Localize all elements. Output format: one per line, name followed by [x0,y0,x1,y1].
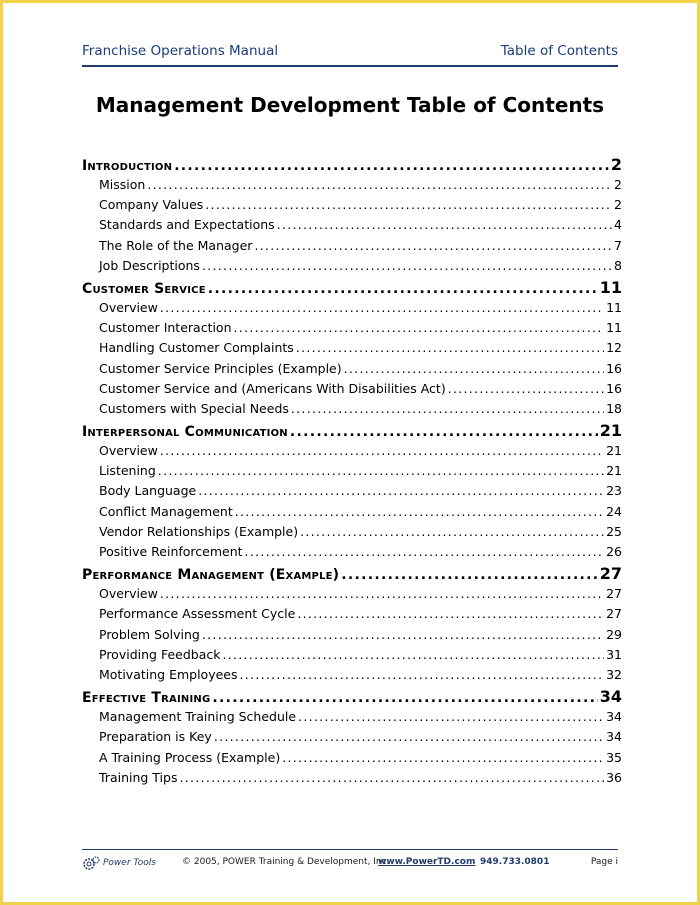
toc-entry-title: Body Language [99,483,197,499]
toc-page-number: 31 [606,646,622,662]
toc-entry[interactable] [82,727,622,747]
toc-page-number: 32 [606,666,622,682]
dot-leader [291,399,604,419]
toc-entry-title: Overview [99,443,158,459]
toc-page-number: 16 [606,360,622,376]
dot-leader [158,461,604,481]
toc-entry-title: Standards and Expectations [99,217,275,233]
dot-leader [205,195,612,215]
header-rule [82,65,618,67]
toc-entry-title: Positive Reinforcement [99,544,243,559]
toc-entry-title: Providing Feedback [99,646,221,662]
toc-entry-title: Company Values [99,197,204,213]
toc-entry-title: Motivating Employees [99,666,238,682]
toc-page-number: 23 [606,483,622,499]
toc-entry-title: Performance Assessment Cycle [99,606,296,622]
dot-leader [160,441,604,461]
toc-page-number: 34 [606,729,622,745]
toc-page-number: 34 [606,709,622,725]
toc-page-number: 7 [614,237,622,253]
toc-entry-title: Introduction [82,158,173,174]
toc-entry[interactable] [82,461,622,481]
toc-entry[interactable] [82,441,622,461]
toc-page-number: 27 [606,606,622,622]
toc-page-number: 27 [599,564,622,584]
toc-entry-title: Mission [99,177,146,192]
toc-entry[interactable] [82,748,622,768]
toc-entry[interactable] [82,542,622,562]
toc-entry[interactable] [82,645,622,665]
dot-leader [235,502,604,522]
toc-entry[interactable] [82,584,622,604]
toc-section[interactable] [82,153,622,175]
dot-leader [344,359,604,379]
toc-page-number: 16 [606,380,622,396]
toc-page-number: 21 [606,463,622,479]
dot-leader [300,522,604,542]
toc-entry-title: Performance Management (Example) [82,567,340,584]
gear-logo-icon [82,855,100,871]
toc-section[interactable] [82,562,622,584]
toc-entry[interactable] [82,236,622,256]
dot-leader [254,236,612,256]
page-footer [82,855,618,875]
toc-page-number: 2 [614,197,622,213]
copyright-text: © 2005, POWER Training & Development, Inc. [182,857,390,867]
dot-leader [179,768,604,788]
toc-entry[interactable] [82,768,622,788]
toc-entry-title: Overview [99,586,158,602]
dot-leader [234,318,605,338]
dot-leader [160,584,604,604]
toc-entry-title: Conflict Management [99,503,233,519]
dot-leader [240,665,605,685]
toc-page-number: 8 [614,257,622,273]
dot-leader [202,625,604,645]
footer-rule [82,849,618,850]
toc-entry-title: Management Training Schedule [99,709,297,725]
toc-entry[interactable] [82,298,622,318]
document-page [3,3,697,902]
toc-page-number: 29 [606,626,622,642]
dot-leader [214,727,604,747]
toc-entry[interactable] [82,707,622,727]
toc-entry-title: Training Tips [99,769,178,785]
toc-page-number: 11 [606,299,622,315]
dot-leader [245,542,605,562]
toc-entry[interactable] [82,379,622,399]
dot-leader [296,338,604,358]
dot-leader [282,748,604,768]
toc-entry[interactable] [82,522,622,542]
toc-entry[interactable] [82,665,622,685]
toc-page-number: 18 [606,400,622,416]
toc-entry[interactable] [82,338,622,358]
dot-leader [198,481,604,501]
toc-page-number: 2 [610,155,622,174]
header-section-title: Table of Contents [500,43,618,59]
toc-page-number: 35 [606,749,622,765]
toc-entry-title: Problem Solving [99,626,200,642]
toc-entry-title: Overview [99,299,158,315]
toc-page-number: 25 [606,523,622,539]
toc-entry[interactable] [82,359,622,379]
toc-entry-title: Listening [99,463,156,479]
toc-entry[interactable] [82,481,622,501]
toc-page-number: 21 [606,443,622,459]
power-tools-logo [82,855,156,871]
toc-entry-title: A Training Process (Example) [99,749,281,765]
toc-page-number: 24 [606,503,622,519]
dot-leader [448,379,604,399]
phone-number: 949.733.0801 [480,857,550,867]
toc-entry[interactable] [82,399,622,419]
table-of-contents [82,153,622,788]
toc-section[interactable] [82,276,622,298]
toc-page-number: 34 [599,687,622,707]
toc-page-number: 11 [606,320,622,336]
toc-entry[interactable] [82,195,622,215]
toc-section[interactable] [82,419,622,441]
toc-page-number: 27 [606,586,622,602]
toc-entry-title: Preparation is Key [99,729,212,745]
page-number: Page i [590,857,618,867]
header-manual-title: Franchise Operations Manual [82,43,279,59]
logo-text: Power Tools [103,858,156,868]
toc-entry-title: Customer Service [82,280,206,297]
toc-entry-title: Customers with Special Needs [99,400,289,416]
toc-entry-title: Interpersonal Communication [82,424,288,441]
toc-page-number: 36 [606,769,622,785]
toc-section[interactable] [82,685,622,707]
dot-leader [297,604,604,624]
dot-leader [202,256,612,276]
toc-page-number: 21 [599,421,622,441]
toc-page-number: 4 [614,217,622,233]
toc-entry-title: Effective Training [82,690,211,707]
dot-leader [147,175,612,195]
dot-leader [222,645,604,665]
toc-entry-title: Customer Service Principles (Example) [99,360,342,376]
toc-entry[interactable] [82,256,622,276]
toc-entry-title: The Role of the Manager [99,237,253,253]
website-link[interactable]: www.PowerTD.com [378,857,476,867]
toc-page-number: 12 [606,340,622,356]
toc-entry[interactable] [82,604,622,624]
toc-entry-title: Job Descriptions [99,257,200,273]
dot-leader [298,707,604,727]
dot-leader [277,215,612,235]
toc-entry[interactable] [82,625,622,645]
toc-entry[interactable] [82,318,622,338]
toc-page-number: 26 [606,544,622,559]
toc-entry-title: Customer Interaction [99,320,232,336]
toc-page-number: 2 [614,177,622,192]
toc-page-number: 11 [599,277,622,297]
toc-entry[interactable] [82,175,622,195]
toc-entry[interactable] [82,502,622,522]
toc-entry[interactable] [82,215,622,235]
page-title: Management Development Table of Contents [95,93,605,117]
toc-entry-title: Handling Customer Complaints [99,340,294,356]
dot-leader [160,298,604,318]
toc-entry-title: Customer Service and (Americans With Disabilities Act) [99,380,446,396]
toc-entry-title: Vendor Relationships (Example) [99,523,299,539]
